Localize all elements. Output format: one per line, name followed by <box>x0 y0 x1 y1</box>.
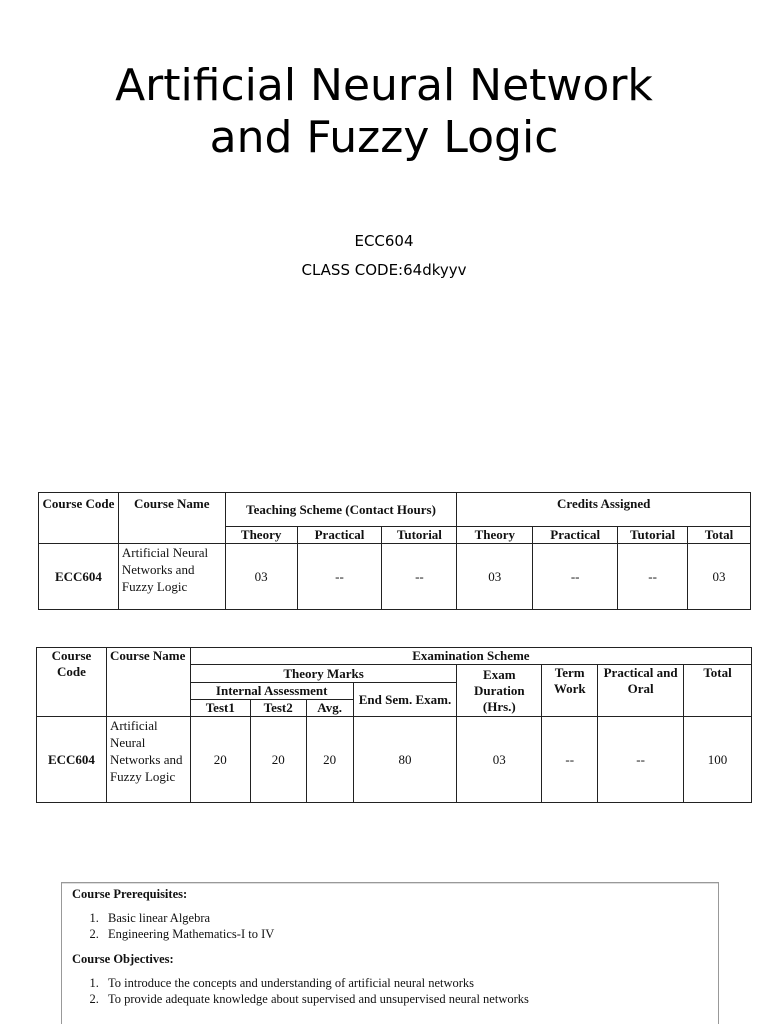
list-item: 1. Basic linear Algebra <box>102 910 718 926</box>
cell-ts-practical: -- <box>297 544 382 610</box>
prerequisites-box <box>61 882 719 1024</box>
header-course-code: Course Code <box>39 493 119 544</box>
header-examination-scheme: Examination Scheme <box>190 648 751 665</box>
course-code-subtitle: ECC604 <box>354 232 414 250</box>
header-ts-tutorial: Tutorial <box>382 527 457 544</box>
cell-code: ECC604 <box>37 717 107 803</box>
table-row <box>37 717 752 803</box>
header-teaching-scheme: Teaching Scheme (Contact Hours) <box>225 493 457 527</box>
header-credits-assigned: Credits Assigned <box>457 493 751 527</box>
header-course-name: Course Name <box>118 493 225 544</box>
objectives-heading: Course Objectives: <box>72 952 174 966</box>
header-ca-practical: Practical <box>533 527 618 544</box>
header-ca-theory: Theory <box>457 527 533 544</box>
header-term-work: Term Work <box>542 665 598 717</box>
header-ts-practical: Practical <box>297 527 382 544</box>
cell-ca-tutorial: -- <box>618 544 688 610</box>
list-item: 2. To provide adequate knowledge about supervised and unsupervised neural networks <box>102 991 718 1007</box>
header-end-sem: End Sem. Exam. <box>353 683 457 717</box>
cell-ca-theory: 03 <box>457 544 533 610</box>
header-avg: Avg. <box>306 700 353 717</box>
prerequisites-heading: Course Prerequisites: <box>72 887 188 901</box>
class-code-subtitle: CLASS CODE:64dkyyv <box>301 261 467 279</box>
header-theory-marks: Theory Marks <box>190 665 457 683</box>
header-internal-assessment: Internal Assessment <box>190 683 353 700</box>
slide-title: Artificial Neural Network and Fuzzy Logic <box>115 60 653 163</box>
header-total: Total <box>684 665 752 717</box>
list-item: 1. To introduce the concepts and understanding of artificial neural networks <box>102 975 718 991</box>
header-ca-tutorial: Tutorial <box>618 527 688 544</box>
header-practical-oral: Practical and Oral <box>598 665 684 717</box>
table-row <box>39 544 751 610</box>
header-test2: Test2 <box>250 700 306 717</box>
cell-code: ECC604 <box>39 544 119 610</box>
header-ts-theory: Theory <box>225 527 297 544</box>
cell-avg: 20 <box>306 717 353 803</box>
header-test1: Test1 <box>190 700 250 717</box>
header-course-code: Course Code <box>37 648 107 717</box>
cell-test1: 20 <box>190 717 250 803</box>
cell-practical-oral: -- <box>598 717 684 803</box>
cell-ca-practical: -- <box>533 544 618 610</box>
prerequisites-list <box>72 910 718 942</box>
cell-ts-theory: 03 <box>225 544 297 610</box>
header-course-name: Course Name <box>106 648 190 717</box>
cell-end-sem: 80 <box>353 717 457 803</box>
examination-scheme-table <box>36 647 752 803</box>
cell-ts-tutorial: -- <box>382 544 457 610</box>
list-item: 2. Engineering Mathematics-I to IV <box>102 926 718 942</box>
cell-test2: 20 <box>250 717 306 803</box>
header-ca-total: Total <box>688 527 751 544</box>
cell-term-work: -- <box>542 717 598 803</box>
cell-ca-total: 03 <box>688 544 751 610</box>
objectives-list <box>72 975 718 1007</box>
cell-duration: 03 <box>457 717 542 803</box>
cell-name: Artificial Neural Networks and Fuzzy Logic <box>118 544 225 610</box>
teaching-scheme-table <box>38 492 751 610</box>
header-exam-duration: Exam Duration (Hrs.) <box>457 665 542 717</box>
cell-total: 100 <box>684 717 752 803</box>
cell-name: Artificial Neural Networks and Fuzzy Logic <box>106 717 190 803</box>
